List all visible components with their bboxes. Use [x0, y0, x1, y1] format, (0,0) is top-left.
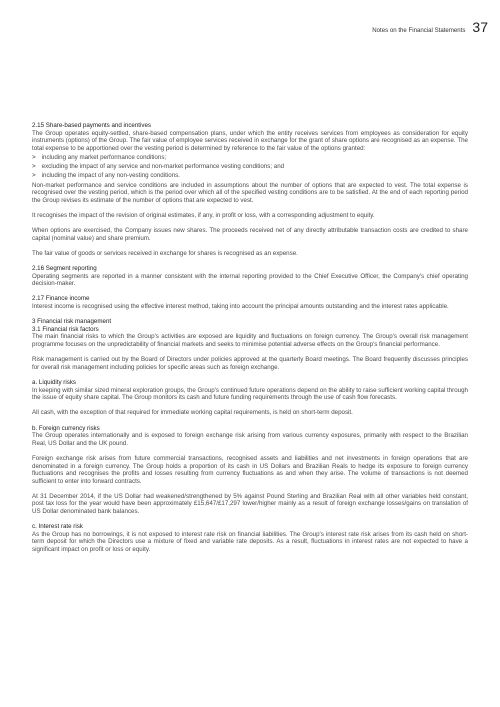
section-interest-rate-risk — [32, 523, 468, 553]
paragraph: The fair value of goods or services received in exchange for shares is recognised as an expense. — [32, 249, 298, 257]
bullet-marker: > — [32, 163, 36, 171]
paragraph: Non-market performance and service conditions are included in assumptions about the number of options that are expected to vest. The total expense is recognised over the vesting period, which is the period over which all of the specified vesting conditions are to be satisfied. At the end of each reporting period the Group revises its estimate of the number of options that are expected to vest. — [32, 181, 468, 204]
paragraph: Operating segments are reported in a manner consistent with the internal reporting provided to the Chief Executive Officer, the Company's chief operating decision-maker. — [32, 272, 468, 288]
list-item — [32, 172, 468, 180]
list-item — [32, 163, 468, 171]
section-heading: 2.15 Share-based payments and incentives — [32, 122, 152, 129]
section-heading: 2.17 Finance income — [32, 295, 90, 303]
section-financial-risk-management — [32, 318, 468, 371]
paragraph: Foreign exchange risk arises from future commercial transactions, recognised assets and liabilities and net investments in foreign operations that are denominated in a foreign currency. The Group holds a proportion of its cash in US Dollars and Brazilian Reals to hedge its exposure to foreign currency fluctuations and recognises the profits and losses resulting from currency fluctuations as and when they arise. The volume of transactions is not deemed sufficient to enter into forward contracts. — [32, 454, 468, 485]
paragraph: Interest income is recognised using the effective interest method, taking into account the principal amounts outstanding and the interest rates applicable. — [32, 303, 449, 311]
list-item — [32, 154, 468, 162]
section-heading: a. Liquidity risks — [32, 378, 77, 386]
paragraph: At 31 December 2014, if the US Dollar had weakened/strengthened by 5% against Pound Sterling and Brazilian Real with all other variables held constant, post tax loss for the year would have been approximately £15,647/£17,297 lower/higher mainly as a result of foreign exchange losses/gains on translation of US Dollar denominated bank balances. — [32, 492, 468, 516]
section-foreign-currency-risks — [32, 425, 468, 516]
paragraph: When options are exercised, the Company issues new shares. The proceeds received net of any directly attributable transaction costs are credited to share capital (nominal value) and share premium. — [32, 227, 468, 242]
page-header — [372, 20, 488, 34]
section-heading: b. Foreign currency risks — [32, 424, 100, 432]
page-number: 37 — [472, 19, 488, 35]
section-liquidity-risks — [32, 379, 468, 417]
section-heading: 3 Financial risk management — [32, 318, 112, 326]
bullet-marker: > — [32, 172, 36, 180]
section-segment-reporting — [32, 265, 468, 288]
section-finance-income — [32, 295, 468, 310]
paragraph: In keeping with similar sized mineral exploration groups, the Group's continued future operations depend on the ability to raise sufficient working capital through the issue of equity share capital. The Group monitors its cash and future funding requirements through the use of cash flow forecasts. — [32, 386, 468, 402]
paragraph: It recognises the impact of the revision of original estimates, if any, in profit or loss, with a corresponding adjustment to equity. — [32, 211, 375, 219]
list-item-text: including the impact of any non-vesting conditions. — [41, 172, 180, 180]
paragraph: The Group operates equity-settled, share-based compensation plans, under which the entity receives services from employees as consideration for equity instruments (options) of the Group. The fair value of employee services received in exchange for the grant of share options are recognised as an expense. The total expense to be apportioned over the vesting period is determined by reference to the fair value of the options granted: — [32, 129, 468, 152]
page-content — [32, 122, 468, 554]
list-item-text: excluding the impact of any service and non-market performance vesting conditions; and — [41, 163, 285, 171]
paragraph: All cash, with the exception of that required for immediate working capital requirements, is held on short-term deposit. — [32, 409, 353, 417]
section-share-based-payments — [32, 122, 468, 257]
list-item-text: including any market performance conditions; — [41, 153, 167, 161]
paragraph: The main financial risks to which the Group's activities are exposed are liquidity and fluctuations on foreign currency. The Group's overall risk management programme focuses on the unpredictability of financial markets and seeks to minimise potential adverse effects on the Group's financial performance. — [32, 333, 468, 348]
bullet-list — [32, 154, 468, 180]
paragraph: Risk management is carried out by the Board of Directors under policies approved at the quarterly Board meetings. The Board frequently discusses principles for overall risk management including policies for specific areas such as foreign exchange. — [32, 356, 468, 371]
section-subheading: 3.1 Financial risk factors — [32, 325, 99, 333]
paragraph: As the Group has no borrowings, it is not exposed to interest rate risk on financial liabilities. The Group's interest rate risk arises from its cash held on short-term deposit for which the Directors use a mixture of fixed and variable rate deposits. As a result, fluctuations in interest rates are not expected to have a significant impact on profit or loss or equity. — [32, 530, 468, 554]
header-title: Notes on the Financial Statements — [372, 27, 466, 34]
paragraph: The Group operates internationally and is exposed to foreign exchange risk arising from various currency exposures, primarily with respect to the Brazilian Real, US Dollar and the UK pound. — [32, 432, 468, 447]
section-heading: 2.16 Segment reporting — [32, 265, 97, 273]
section-heading: c. Interest rate risk — [32, 523, 83, 531]
bullet-marker: > — [32, 153, 36, 161]
